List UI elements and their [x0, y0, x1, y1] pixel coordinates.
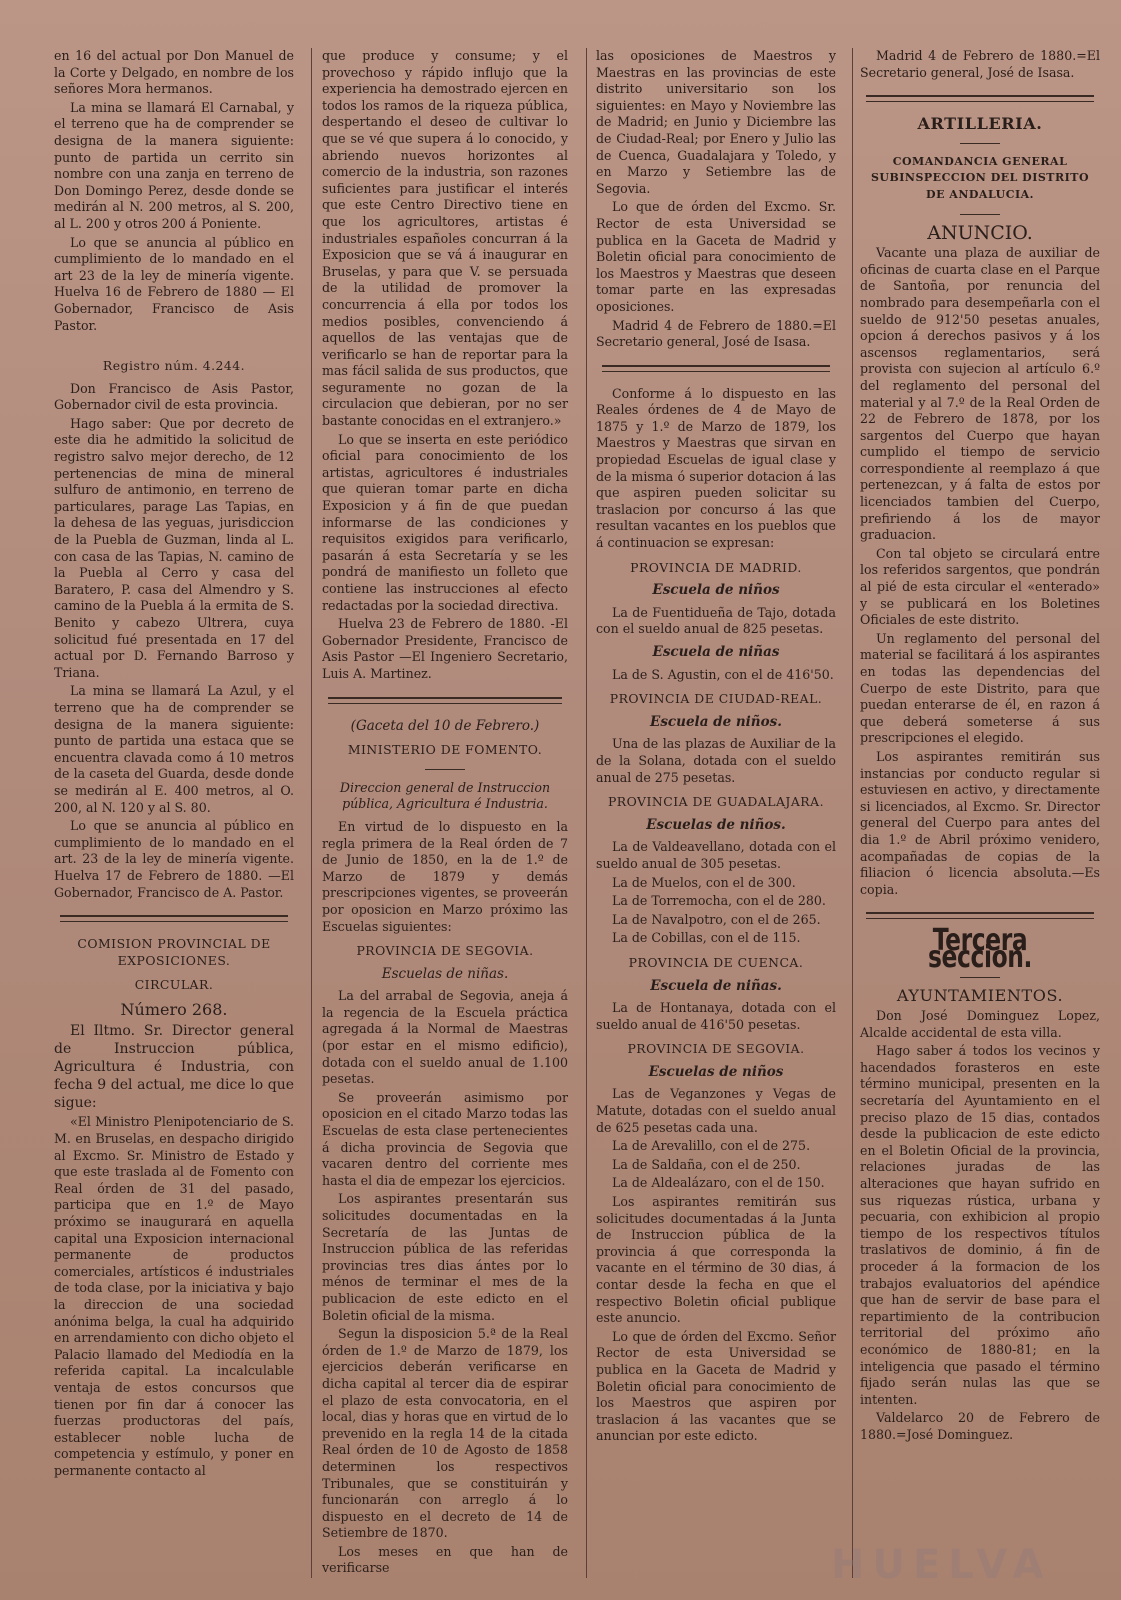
- paragraph: La de Valdeavellano, dotada con el sueldo anual de 305 pesetas.: [596, 839, 836, 871]
- short-rule: [960, 214, 1000, 215]
- comision-heading: COMISION PROVINCIAL DE EXPOSICIONES.: [77, 936, 271, 968]
- column-1: [54, 48, 294, 1538]
- gaceta-heading: (Gaceta del 10 de Febrero.): [350, 717, 540, 734]
- comandancia-heading: COMANDANCIA GENERAL SUBINSPECCION DEL DISTRITO DE ANDALUCIA.: [870, 154, 1090, 201]
- registro-heading: Registro núm. 4.244.: [102, 358, 246, 374]
- paragraph: La de Cobillas, con el de 115.: [612, 930, 801, 946]
- ayuntamientos-heading: AYUNTAMIENTOS.: [896, 985, 1064, 1005]
- paragraph: La de Aldealázaro, con el de 150.: [612, 1175, 825, 1191]
- paragraph: Hago saber á todos los vecinos y hacendados forasteros en este término municipal, presenten en la secretaría del Ayuntamiento en el preciso plazo de 15 dias, contados desde la publicacion de este edicto en el Boletin Oficial de la provincia, relaciones juradas de las alteraciones que hayan sufrido en sus riquezas rústica, urbana y pecuaria, con exhibicion al propio tiempo de los respectivos títulos traslativos de dominio, á fin de proceder á la formacion de los trabajos evaluatorios del apéndice que han de servir de base para el repartimiento de la contribucion territorial del próximo año económico de 1880-81; en la inteligencia que pasado el término fijado serán nulas las que se intenten.: [860, 1043, 1100, 1407]
- separator: [602, 365, 830, 372]
- paragraph: La de Muelos, con el de 300.: [612, 874, 796, 890]
- paragraph: Hago saber: Que por decreto de este dia he admitido la solicitud de registro salvo mejor derecho, de 12 pertenencias de mina de mineral sulfuro de antimonio, en terreno de particulares, parage Las Tapias, en la dehesa de las yeguas, jurisdiccion de la Puebla de Guzman, linda al L. con casa de las Tapias, N. camino de la Puebla al Cerro y casa del Baratero, P. casa del Almendro y S. camino de la Puebla á la ermita de S. Benito y cabezo Ultrera, cuya solicitud fué presentada en 17 del actual por D. Fernando Barroso y Triana.: [54, 415, 294, 680]
- paragraph: Don Francisco de Asis Pastor, Gobernador civil de esta provincia.: [54, 380, 294, 413]
- paragraph: Los aspirantes presentarán sus solicitudes documentadas en la Secretaría de las Juntas de Instruccion pública de las referidas provincias tres dias ántes por lo ménos de terminar el mes de la publicacion de este edicto en el Boletin oficial de la misma.: [322, 1191, 568, 1323]
- paragraph: Las de Veganzones y Vegas de Matute, dotadas con el sueldo anual de 625 pesetas cada una.: [596, 1086, 836, 1135]
- provincia-heading: PROVINCIA DE GUADALAJARA.: [607, 794, 825, 810]
- provincia-heading: PROVINCIA DE CIUDAD-REAL.: [609, 691, 823, 707]
- paragraph: Los meses en que han de verificarse: [322, 1543, 568, 1576]
- paragraph: Segun la disposicion 5.ª de la Real órden de 1.º de Marzo de 1879, los ejercicios deberán verificarse en dicha capital al tercer dia de espirar el plazo de esta convocatoria, en el local, dias y horas que en virtud de lo prevenido en la regla 14 de la citada Real órden de 10 de Agosto de 1858 determinen los respectivos Tribunales, que se constituirán y funcionarán con arreglo á lo dispuesto en el decreto de 14 de Setiembre de 1870.: [322, 1326, 568, 1541]
- short-rule: [960, 143, 1000, 144]
- paragraph: Una de las plazas de Auxiliar de la de la Solana, dotada con el sueldo anual de 275 pesetas.: [596, 736, 836, 785]
- paragraph: Lo que de órden del Excmo. Señor Rector de esta Universidad se publica en la Gaceta de Madrid y Boletin oficial para conocimiento de los Maestros que aspiren por traslacion á las vacantes que se anuncian por este edicto.: [596, 1328, 836, 1444]
- paragraph: Lo que de órden del Excmo. Sr. Rector de esta Universidad se publica en la Gaceta de Madrid y Boletin oficial para conocimiento de los Maestros y Maestras que deseen tomar parte en las expresadas oposiciones.: [596, 199, 836, 314]
- paragraph: Vacante una plaza de auxiliar de oficinas de cuarta clase en el Parque de Santoña, por renuncia del nombrado para desempeñarla con el sueldo de 912'50 pesetas anuales, opcion á derechos pasivos y á los ascensos reglamentarios, será provista con sujecion al artículo 6.º del reglamento del personal del material y al 7.º de la Real Orden de 22 de Febrero de 1878, por los sargentos del Cuerpo que hayan cumplido el tiempo de servicio correspondiente al reemplazo á que pertenezcan, y á falta de estos por licenciados tambien del Cuerpo, prefiriendo á los de mayor graduacion.: [860, 245, 1100, 543]
- paragraph: «El Ministro Plenipotenciario de S. M. en Bruselas, en despacho dirigido al Excmo. Sr. Ministro de Estado y que este traslada al de Fomento con Real órden de 31 del pasado, participa que en 1.º de Mayo próximo se inaugurará en aquella capital una Exposicion internacional permanente de productos comerciales, artísticos é industriales de toda clase, por la iniciativa y bajo la direccion de una sociedad anónima belga, la cual ha adquirido en arrendamiento con dicho objeto el Palacio llamado del Mediodía en la referida capital. La incalculable ventaja de estos concursos que tienen por fin dar á conocer las fuerzas productoras del país, establecer noble lucha de competencia y estímulo, y poner en permanente contacto al: [54, 1114, 294, 1478]
- separator: [328, 697, 562, 704]
- paragraph: Los aspirantes remitirán sus solicitudes documentadas á la Junta de Instruccion pública de la provincia á que corresponda la vacante en el término de 30 dias, á contar desde la fecha en que el respectivo Boletin oficial publique este anuncio.: [596, 1194, 836, 1326]
- column-2: [322, 48, 568, 1576]
- paragraph: en 16 del actual por Don Manuel de la Corte y Delgado, en nombre de los señores Mora hermanos.: [54, 48, 294, 97]
- paragraph: Lo que se anuncia al público en cumplimiento de lo mandado en el art. 23 de la ley de minería vigente. Huelva 17 de Febrero de 1880. —El Gobernador, Francisco de A. Pastor.: [54, 818, 294, 900]
- column-rule: [311, 48, 312, 1578]
- paragraph: Lo que se anuncia al público en cumplimiento de lo mandado en el art 23 de la ley de minería vigente. Huelva 16 de Febrero de 1880 — El Gobernador, Francisco de Asis Pastor.: [54, 234, 294, 333]
- tercera-seccion-heading: Tercera seccion.: [927, 923, 1033, 975]
- circular-heading: CIRCULAR.: [134, 977, 214, 993]
- separator: [866, 912, 1094, 919]
- paragraph: Se proveerán asimismo por oposicion en el citado Marzo todas las Escuelas de esta clase pertenecientes á dicha provincia de Segovia que vacaren dentro del corriente mes hasta el dia de empezar los ejercicios.: [322, 1089, 568, 1188]
- artilleria-heading: ARTILLERIA.: [917, 114, 1043, 134]
- paragraph: que produce y consume; y el provechoso y rápido influjo que la experiencia ha demostrado ejercen en todos los ramos de la riqueza pública, despertando el deseo de cultivar lo que se vé que supera á lo conocido, y abriendo nuevos horizontes al comercio de la industria, son razones suficientes para justificar el interés que este Centro Directivo tiene en que los agricultores, artistas é industriales españoles concurran á la Exposicion que se vá á inaugurar en Bruselas, y para que V. se persuada de la utilidad de promover la concurrencia á ella por todos los medios posibles, convenciendo á aquellos de las ventajas que de verificarlo se han de reportar para la mas fácil salida de sus productos, que seguramente no gozan de la circulacion que debieran, por no ser bastante conocidas en el extranjero.»: [322, 48, 568, 429]
- paragraph: La de Torremocha, con el de 280.: [612, 893, 826, 909]
- paragraph: La de Arevalillo, con el de 275.: [612, 1138, 811, 1154]
- paragraph: La del arrabal de Segovia, aneja á la regencia de la Escuela práctica agregada á la Normal de Maestras (por estar en el mismo edificio), dotada con el sueldo anual de 1.100 pesetas.: [322, 988, 568, 1087]
- provincia-heading: PROVINCIA DE SEGOVIA.: [356, 943, 534, 959]
- ministerio-heading: MINISTERIO DE FOMENTO.: [347, 742, 543, 758]
- paragraph: La de Hontanaya, dotada con el sueldo anual de 416'50 pesetas.: [596, 1000, 836, 1032]
- separator: [60, 915, 288, 922]
- escuela-heading: Escuela de niños: [652, 582, 780, 599]
- paragraph: Don José Dominguez Lopez, Alcalde accidental de esta villa.: [860, 1008, 1100, 1040]
- paragraph: Madrid 4 de Febrero de 1880.=El Secretario general, José de Isasa.: [860, 48, 1100, 80]
- paragraph: La mina se llamará El Carnabal, y el terreno que ha de comprender se designa de la manera siguiente: punto de partida un cerrito sin nombre con una zanja en terreno de Don Domingo Perez, desde donde se medirán al N. 200 metros, al S. 200, al L. 200 y otros 200 á Poniente.: [54, 99, 294, 231]
- provincia-heading: PROVINCIA DE CUENCA.: [628, 954, 804, 970]
- paragraph: Valdelarco 20 de Febrero de 1880.=José Dominguez.: [860, 1410, 1100, 1442]
- short-rule: [425, 769, 465, 770]
- paragraph: La de S. Agustin, con el de 416'50.: [612, 666, 834, 682]
- paragraph: La de Navalpotro, con el de 265.: [612, 911, 821, 927]
- escuela-heading: Escuela de niños.: [650, 713, 782, 730]
- column-4: [860, 48, 1100, 1538]
- provincia-heading: PROVINCIA DE MADRID.: [630, 559, 802, 575]
- escuela-heading: Escuelas de niños: [648, 1063, 784, 1080]
- column-rule: [852, 48, 853, 1578]
- paragraph: Los aspirantes remitirán sus instancias por conducto regular si estuviesen en activo, y directamente si licenciados, al Excmo. Sr. Director general del Cuerpo para antes del dia 1.º de Abril próximo venidero, acompañadas de copias de la filiacion ó licencia absoluta.—Es copia.: [860, 748, 1100, 897]
- paragraph: En virtud de lo dispuesto en la regla primera de la Real órden de 7 de Junio de 1850, en la de 1.º de Marzo de 1879 y demás prescripciones vigentes, se proveerán por oposicion en Marzo próximo las Escuelas siguientes:: [322, 818, 568, 934]
- direccion-heading: Direccion general de Instruccion pública, Agricultura é Industria.: [339, 779, 551, 812]
- escuela-heading: Escuela de niñas: [652, 644, 780, 660]
- provincia-heading: PROVINCIA DE SEGOVIA.: [627, 1041, 805, 1057]
- archive-watermark: HUELVA: [831, 1542, 1052, 1588]
- short-rule: [960, 977, 1000, 978]
- paragraph: Un reglamento del personal del material se facilitará á los aspirantes en todas las dependencias del Cuerpo de este Distrito, para que puedan enterarse de él, en razon á que deberá someterse á sus prescripciones el elegido.: [860, 630, 1100, 746]
- column-rule: [586, 48, 587, 1578]
- paragraph: las oposiciones de Maestros y Maestras en las provincias de este distrito universitario son los siguientes: en Mayo y Noviembre las de Madrid; en Junio y Diciembre las de Ciudad-Real; por Enero y Julio las de Cuenca, Guadalajara y Toledo, y en Marzo y Setiembre las de Segovia.: [596, 48, 836, 196]
- numero-heading: Número 268.: [120, 999, 228, 1019]
- column-3: [596, 48, 836, 1538]
- paragraph: Con tal objeto se circulará entre los referidos sargentos, que pondrán al pié de esta circular el «enterado» y se publicará en los Boletines Oficiales de este distrito.: [860, 545, 1100, 628]
- escuelas-heading: Escuelas de niñas.: [381, 965, 509, 982]
- paragraph: La de Saldaña, con el de 250.: [612, 1156, 801, 1172]
- anuncio-heading: ANUNCIO.: [927, 221, 1033, 244]
- separator: [866, 95, 1094, 102]
- escuela-heading: Escuelas de niños.: [646, 816, 786, 833]
- paragraph: Madrid 4 de Febrero de 1880.=El Secretario general, José de Isasa.: [596, 317, 836, 350]
- escuela-heading: Escuela de niñas.: [650, 977, 782, 994]
- paragraph: La de Fuentidueña de Tajo, dotada con el sueldo anual de 825 pesetas.: [596, 604, 836, 637]
- paragraph: Lo que se inserta en este periódico oficial para conocimiento de los artistas, agricultores é industriales que quieran tomar parte en dicha Exposicion y á fin de que puedan informarse de las condiciones y requisitos exigidos para verificarlo, pasarán á esta Secretaría y se les pondrá de manifiesto un folleto que contiene las instrucciones al efecto redactadas por la sociedad directiva.: [322, 431, 568, 613]
- paragraph: Conforme á lo dispuesto en las Reales órdenes de 4 de Mayo de 1875 y 1.º de Marzo de 1879, los Maestros y Maestras que sirvan en propiedad Escuelas de igual clase y de la misma ó superior dotacion á las que aspiren pueden solicitar su traslacion por concurso á las que resultan vacantes en los pueblos que á continuacion se expresan:: [596, 385, 836, 551]
- paragraph: Huelva 23 de Febrero de 1880. -El Gobernador Presidente, Francisco de Asis Pastor —El Ingeniero Secretario, Luis A. Martinez.: [322, 616, 568, 681]
- paragraph: La mina se llamará La Azul, y el terreno que ha de comprender se designa de la manera siguiente: punto de partida una estaca que se encuentra clavada como á 10 metros de la caseta del Guarda, desde donde se medirán al E. 400 metros, al O. 200, al N. 120 y al S. 80.: [54, 683, 294, 815]
- paragraph: El Iltmo. Sr. Director general de Instruccion pública, Agricultura é Industria, con fecha 9 del actual, me dice lo que sigue:: [54, 1023, 294, 1112]
